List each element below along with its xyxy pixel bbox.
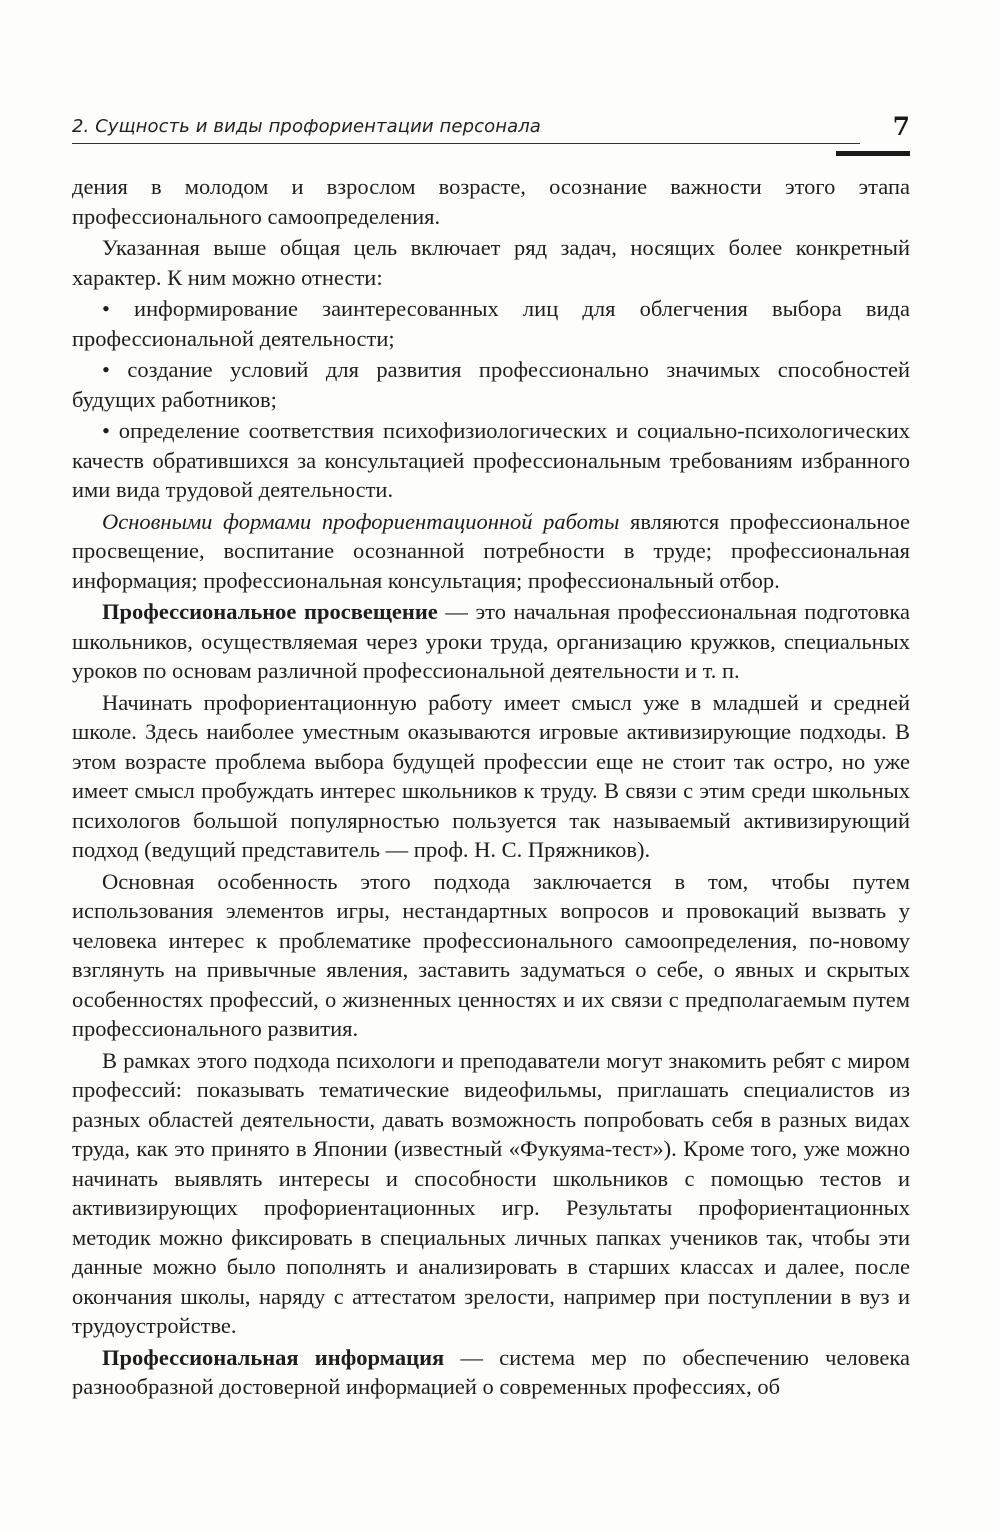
main-forms-text: являются профессиональное просвещение, воспитание осознанной потребности в труде; профессиональная информация; профессиональная консультация; профессиональный отбор. [72, 508, 910, 593]
bullet-item: • определение соответствия психофизиологических и социально-психологических качеств обратившихся за консультацией профессиональным требованиям избранного ими вида трудовой деятельности. [72, 418, 910, 502]
running-header [72, 114, 910, 154]
prof-education-text: — это начальная профессиональная подготовка школьников, осуществляемая через уроки труда, организацию кружков, специальных уроков по основам различной профессиональной деятельности и т. п. [72, 599, 910, 683]
bullet-item: • информирование заинтересованных лиц для облегчения выбора вида профессиональной деятельности; [72, 296, 910, 351]
paragraph-school-work: Начинать профориентационную работу имеет смысл уже в младшей и средней школе. Здесь наиболее уместным оказываются игровые активизирующие подходы. В этом возрасте проблема выбора будущей профессии еще не стоит так остро, но уже имеет смысл пробуждать интерес школьников к труду. В связи с этим среди школьных психологов большой популярностью пользуется так называемый активизирующий подход (ведущий представитель — проф. Н. С. Пряжников). [72, 689, 910, 862]
page-number: 7 [892, 112, 910, 141]
chapter-title: 2. Сущность и виды профориентации персонала [72, 116, 541, 137]
prof-education-term: Профессиональное просвещение [102, 599, 438, 624]
page-number-bar [836, 151, 910, 156]
paragraph-tasks-intro: Указанная выше общая цель включает ряд задач, носящих более конкретный характер. К ним можно отнести: [72, 235, 910, 290]
paragraph-main-forms [72, 507, 910, 596]
paragraph-prof-education [72, 597, 910, 686]
prof-information-term: Профессиональная информация [102, 1344, 445, 1370]
paragraph-approach-frame: В рамках этого подхода психологи и преподаватели могут знакомить ребят с миром профессий: показывать тематические видеофильмы, приглашать специалистов из разных областей деятельности, давать возможность попробовать себя в разных видах труда, как это принято в Японии (известный «Фукуяма-тест»). Кроме того, уже можно начинать выявлять интересы и способности школьников с помощью тестов и активизирующих профориентационных игр. Результаты профориентационных методик можно фиксировать в специальных личных папках учеников так, чтобы эти данные можно было пополнять и анализировать в старших классах и далее, после окончания школы, наряду с аттестатом зрелости, например при поступлении в вуз и трудоустройстве. [72, 1047, 910, 1338]
paragraph-approach-feature: Основная особенность этого подхода заключается в том, чтобы путем использования элементов игры, нестандартных вопросов и провокаций вызвать у человека интерес к проблематике профессионального самоопределения, по-новому взглянуть на привычные явления, заставить задуматься о себе, о явных и скрытых особенностях профессий, о жизненных ценностях и их связи с предполагаемым путем профессионального развития. [72, 868, 910, 1041]
header-rule [72, 143, 860, 144]
paragraph-continued: дения в молодом и взрослом возрасте, осознание важности этого этапа профессионального самоопределения. [72, 174, 910, 229]
paragraph-prof-information [72, 1343, 910, 1402]
body-text [72, 172, 910, 1402]
bullet-item: • создание условий для развития профессионально значимых способностей будущих работников; [72, 357, 910, 412]
main-forms-term: Основными формами профориентационной работы [102, 508, 620, 534]
prof-information-text: — система мер по обеспечению человека разнообразной достоверной информацией о современных профессиях, об [72, 1344, 910, 1399]
